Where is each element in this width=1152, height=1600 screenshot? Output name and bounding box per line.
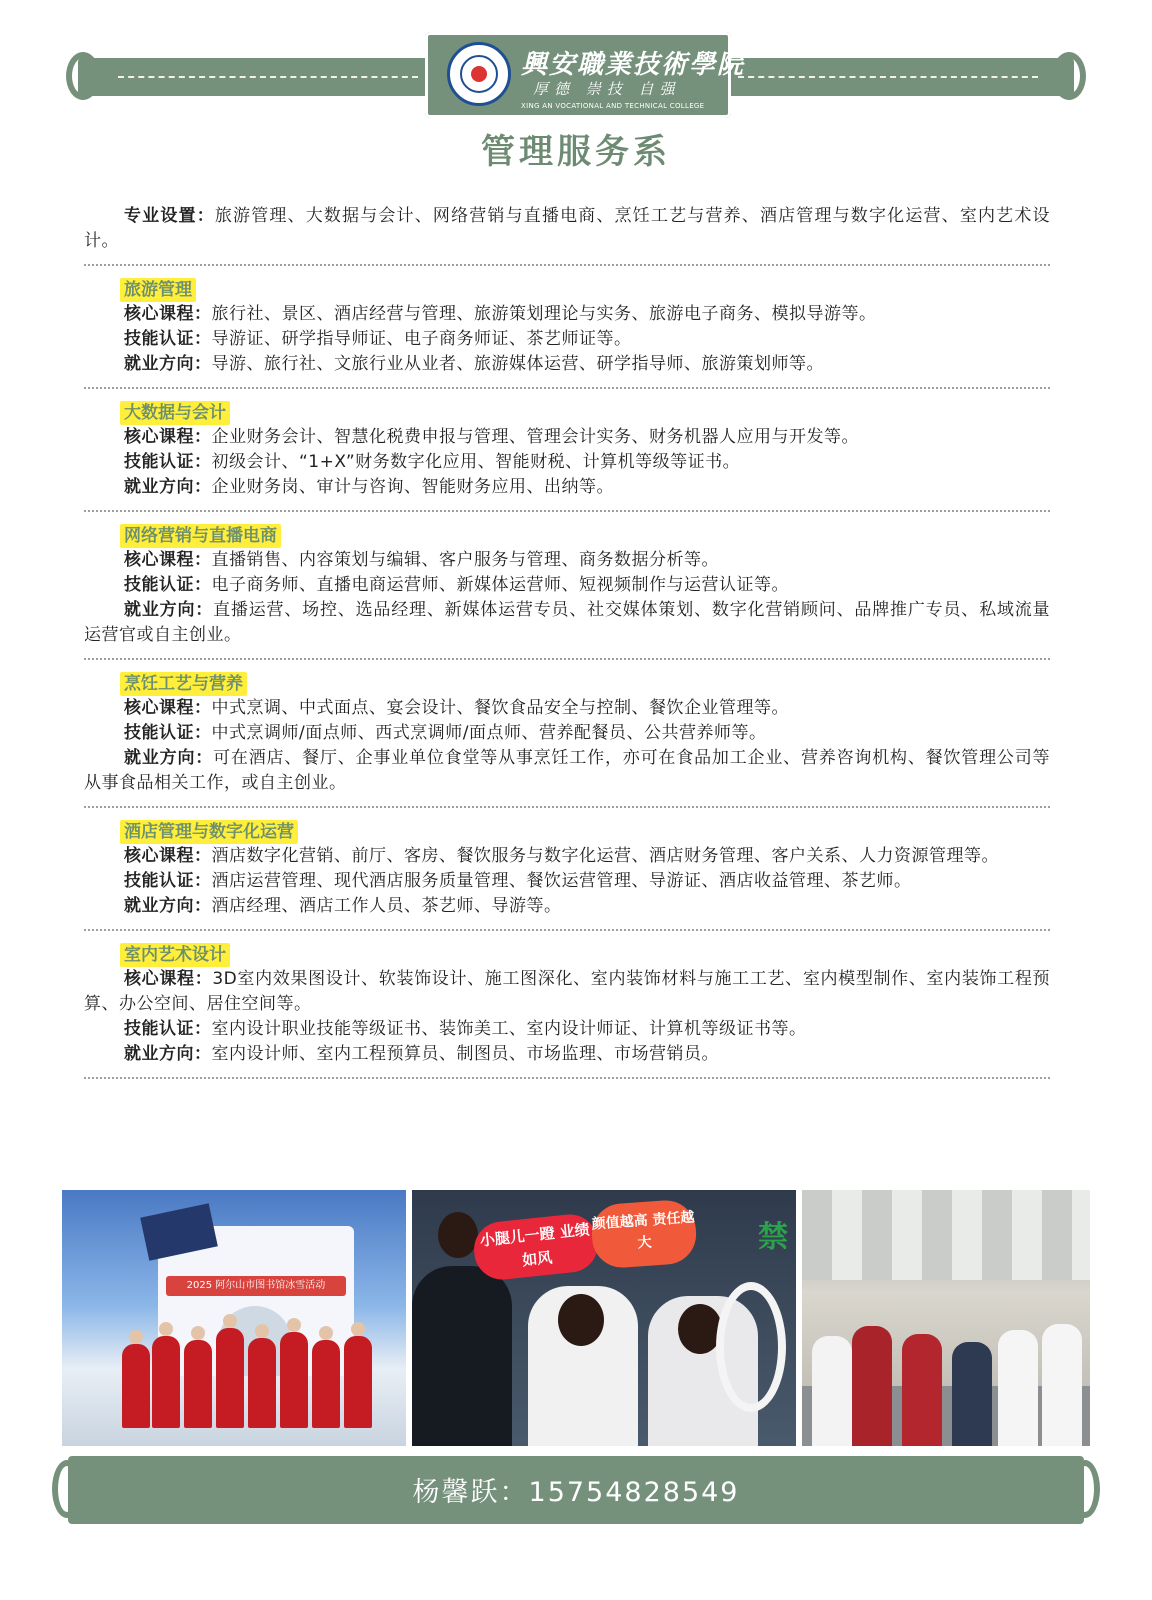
major-section-hotel bbox=[84, 820, 1050, 919]
photo-kitchen bbox=[802, 1190, 1090, 1446]
section-divider bbox=[84, 387, 1050, 389]
major-title: 网络营销与直播电商 bbox=[120, 524, 281, 548]
section-divider bbox=[84, 658, 1050, 660]
content-area bbox=[84, 204, 1050, 1091]
major-certs: 技能认证：室内设计职业技能等级证书、装饰美工、室内设计师证、计算机等级证书等。 bbox=[124, 1019, 807, 1039]
header-dash-right bbox=[738, 76, 1038, 78]
major-jobs: 就业方向：导游、旅行社、文旅行业从业者、旅游媒体运营、研学指导师、旅游策划师等。 bbox=[124, 354, 824, 374]
major-section-culinary bbox=[84, 672, 1050, 796]
photo-snow-tourism bbox=[62, 1190, 406, 1446]
major-certs: 技能认证：导游证、研学指导师证、电子商务师证、茶艺师证等。 bbox=[124, 329, 632, 349]
major-section-interior bbox=[84, 943, 1050, 1067]
section-divider bbox=[84, 929, 1050, 931]
section-divider bbox=[84, 510, 1050, 512]
presenter-figure bbox=[412, 1266, 512, 1446]
major-title: 大数据与会计 bbox=[120, 401, 230, 425]
department-title: 管理服务系 bbox=[481, 132, 671, 172]
major-courses: 核心课程：中式烹调、中式面点、宴会设计、餐饮食品安全与控制、餐饮企业管理等。 bbox=[124, 698, 789, 718]
college-name-en: XING AN VOCATIONAL AND TECHNICAL COLLEGE bbox=[521, 102, 705, 110]
contact-info: 杨馨跃：15754828549 bbox=[412, 1477, 740, 1508]
ring-light-shape bbox=[716, 1282, 786, 1412]
major-certs: 技能认证：电子商务师、直播电商运营师、新媒体运营师、短视频制作与运营认证等。 bbox=[124, 575, 789, 595]
major-section-accounting bbox=[84, 401, 1050, 500]
intro-paragraph: 专业设置：旅游管理、大数据与会计、网络营销与直播电商、烹饪工艺与营养、酒店管理与数字化运营、室内艺术设计。 bbox=[84, 206, 1051, 251]
major-jobs: 就业方向：室内设计师、室内工程预算员、制图员、市场监理、市场营销员。 bbox=[124, 1044, 719, 1064]
photo-strip bbox=[62, 1190, 1090, 1446]
photo-livestream bbox=[412, 1190, 796, 1446]
major-title: 室内艺术设计 bbox=[120, 943, 230, 967]
section-divider bbox=[84, 806, 1050, 808]
major-section-ecommerce bbox=[84, 524, 1050, 648]
snow-banner-text: 2025 阿尔山市图书馆冰雪活动 bbox=[166, 1276, 346, 1296]
major-title: 烹饪工艺与营养 bbox=[120, 672, 247, 696]
college-emblem-icon bbox=[447, 42, 511, 106]
major-title: 旅游管理 bbox=[120, 278, 196, 302]
promo-bubble-left: 小腿儿一蹬 业绩如风 bbox=[471, 1212, 600, 1283]
major-jobs: 就业方向：可在酒店、餐厅、企事业单位食堂等从事烹饪工作，亦可在食品加工企业、营养咨询机构、餐饮管理公司等从事食品相关工作，或自主创业。 bbox=[84, 748, 1051, 793]
major-courses: 核心课程：酒店数字化营销、前厅、客房、餐饮服务与数字化运营、酒店财务管理、客户关系、人力资源管理等。 bbox=[124, 846, 999, 866]
major-section-tourism bbox=[84, 278, 1050, 377]
intro-label: 专业设置 bbox=[124, 206, 197, 226]
major-title: 酒店管理与数字化运营 bbox=[120, 820, 298, 844]
major-jobs: 就业方向：酒店经理、酒店工作人员、茶艺师、导游等。 bbox=[124, 896, 562, 916]
major-certs: 技能认证：中式烹调师/面点师、西式烹调师/面点师、营养配餐员、公共营养师等。 bbox=[124, 723, 767, 743]
students-group bbox=[122, 1310, 392, 1428]
major-certs: 技能认证：酒店运营管理、现代酒店服务质量管理、餐饮运营管理、导游证、酒店收益管理、茶艺师。 bbox=[124, 871, 912, 891]
college-motto: 厚德 崇技 自强 bbox=[533, 80, 681, 98]
major-courses: 核心课程：旅行社、景区、酒店经营与管理、旅游策划理论与实务、旅游电子商务、模拟导游等。 bbox=[124, 304, 877, 324]
major-jobs: 就业方向：直播运营、场控、选品经理、新媒体运营专员、社交媒体策划、数字化营销顾问、品牌推广专员、私域流量运营官或自主创业。 bbox=[84, 600, 1051, 645]
header-dash-left bbox=[118, 76, 418, 78]
major-courses: 核心课程：直播销售、内容策划与编辑、客户服务与管理、商务数据分析等。 bbox=[124, 550, 719, 570]
college-logo-block bbox=[425, 32, 746, 118]
promo-bubble-right: 颜值越高 责任越大 bbox=[590, 1198, 698, 1269]
intro-text: 旅游管理、大数据与会计、网络营销与直播电商、烹饪工艺与营养、酒店管理与数字化运营、室内艺术设计。 bbox=[84, 206, 1051, 251]
major-courses: 核心课程：3D室内效果图设计、软装饰设计、施工图深化、室内装饰材料与施工工艺、室内模型制作、室内装饰工程预算、办公空间、居住空间等。 bbox=[84, 969, 1051, 1014]
major-certs: 技能认证：初级会计、“1+X”财务数字化应用、智能财税、计算机等级等证书。 bbox=[124, 452, 741, 472]
major-courses: 核心课程：企业财务会计、智慧化税费申报与管理、管理会计实务、财务机器人应用与开发等。 bbox=[124, 427, 859, 447]
college-name-cn: 興安職業技術學院 bbox=[521, 50, 746, 80]
kitchen-roof-shape bbox=[802, 1190, 1090, 1280]
major-jobs: 就业方向：企业财务岗、审计与咨询、智能财务应用、出纳等。 bbox=[124, 477, 614, 497]
sign-text: 禁 bbox=[758, 1220, 788, 1255]
section-divider bbox=[84, 1077, 1050, 1079]
section-divider bbox=[84, 264, 1050, 266]
